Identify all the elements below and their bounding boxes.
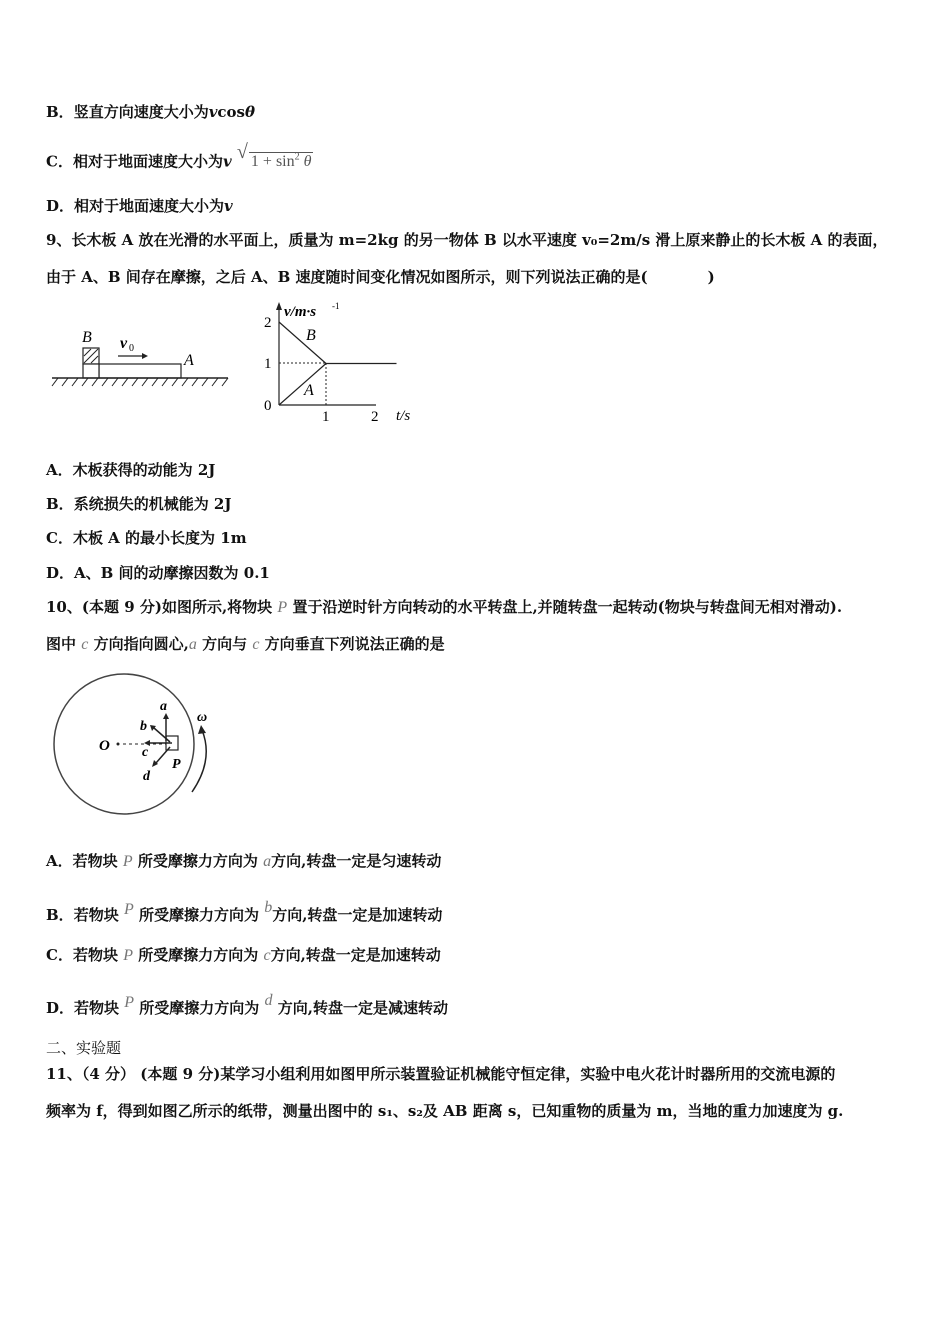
section-title: 二、实验题 xyxy=(46,1039,122,1057)
series-a-label: A xyxy=(304,382,314,399)
velocity-sub: 0 xyxy=(129,343,134,354)
rotation-arrow-head xyxy=(198,725,206,734)
arrow-d xyxy=(156,747,170,763)
arrow-b xyxy=(154,728,170,742)
q10-option-c: C．若物块 P 所受摩擦力方向为 c方向,转盘一定是加速转动 xyxy=(46,946,441,964)
turntable-figure xyxy=(46,670,226,820)
y-axis-arrow xyxy=(276,302,282,310)
q9-option-d: D．A、B 间的动摩擦因数为 0.1 xyxy=(46,564,270,582)
sqrt-expression: √ $1 + \sin^2 \theta$ xyxy=(236,141,312,171)
q11-stem-line2: 频率为 f，得到如图乙所示的纸带，测量出图中的 s₁、s₂及 AB 距离 s，已知重物的质量为 m，当地的重力加速度为 g. xyxy=(46,1102,844,1120)
y-tick-label: 0 xyxy=(264,398,272,414)
velocity-label: v xyxy=(120,335,128,352)
q9-option-c: C．木板 A 的最小长度为 1m xyxy=(46,529,247,547)
omega-label: ω xyxy=(197,710,208,725)
q8-option-d: D．相对于地面速度大小为v xyxy=(46,197,233,215)
q10-option-d: D．若物块 P 所受摩擦力方向为 d 方向,转盘一定是减速转动 xyxy=(46,992,448,1017)
q10-stem-line2: 图中 c 方向指向圆心,a 方向与 c 方向垂直下列说法正确的是 xyxy=(46,635,445,653)
q9-stem-line1: 9、长木板 A 放在光滑的水平面上，质量为 m=2kg 的另一物体 B 以水平速度 v₀=2m/s 滑上原来静止的长木板 A 的表面， xyxy=(46,231,888,249)
series-b-label: B xyxy=(306,327,316,344)
q9-option-b: B．系统损失的机械能为 2J xyxy=(46,495,232,513)
q10-option-a: A．若物块 P 所受摩擦力方向为 a方向,转盘一定是匀速转动 xyxy=(46,852,442,870)
ground-hatch xyxy=(52,378,228,386)
y-tick-label: 1 xyxy=(264,356,272,372)
x-axis-label: t/s xyxy=(396,408,411,424)
board-a-label: A xyxy=(184,352,194,369)
q8-option-b: B．竖直方向速度大小为vcosθ xyxy=(46,103,256,121)
y-tick-label: 2 xyxy=(264,315,272,331)
block-b-label: B xyxy=(82,329,92,346)
center-label-o: O xyxy=(99,738,110,754)
velocity-time-graph xyxy=(258,298,428,428)
x-tick-label: 1 xyxy=(322,409,330,425)
arrow-c-label: c xyxy=(142,745,149,760)
arrow-b-label: b xyxy=(140,719,147,734)
arrow-a-label: a xyxy=(160,699,167,714)
q8-option-c: C．相对于地面速度大小为v √ $1 + \sin^2 \theta$ xyxy=(46,141,312,171)
q9-board-figure xyxy=(50,320,235,390)
velocity-arrowhead xyxy=(142,353,148,359)
q9-stem-line2: 由于 A、B 间存在摩擦，之后 A、B 速度随时间变化情况如图所示，则下列说法正确的是( ) xyxy=(46,268,715,286)
q11-stem-line1: 11、（4 分） (本题 9 分)某学习小组利用如图甲所示装置验证机械能守恒定律，实验中电火花计时器所用的交流电源的 xyxy=(46,1065,836,1083)
board-a xyxy=(99,364,181,378)
q9-option-a: A．木板获得的动能为 2J xyxy=(46,461,216,479)
arrow-d-label: d xyxy=(143,769,150,784)
x-tick-label: 2 xyxy=(371,409,379,425)
block-p-label: P xyxy=(172,757,181,772)
series-a-line xyxy=(279,364,326,406)
center-point xyxy=(117,743,120,746)
series-b-line xyxy=(279,322,326,364)
q10-stem-line1: 10、(本题 9 分)如图所示,将物块 P 置于沿逆时针方向转动的水平转盘上,并随转盘一起转动(物块与转盘间无相对滑动). xyxy=(46,598,843,616)
board-a-left xyxy=(83,364,99,378)
y-axis-label: v/m·s xyxy=(284,304,317,320)
q10-option-b: B．若物块 P 所受摩擦力方向为 b方向,转盘一定是加速转动 xyxy=(46,899,443,924)
y-axis-label-sup: -1 xyxy=(332,301,340,311)
